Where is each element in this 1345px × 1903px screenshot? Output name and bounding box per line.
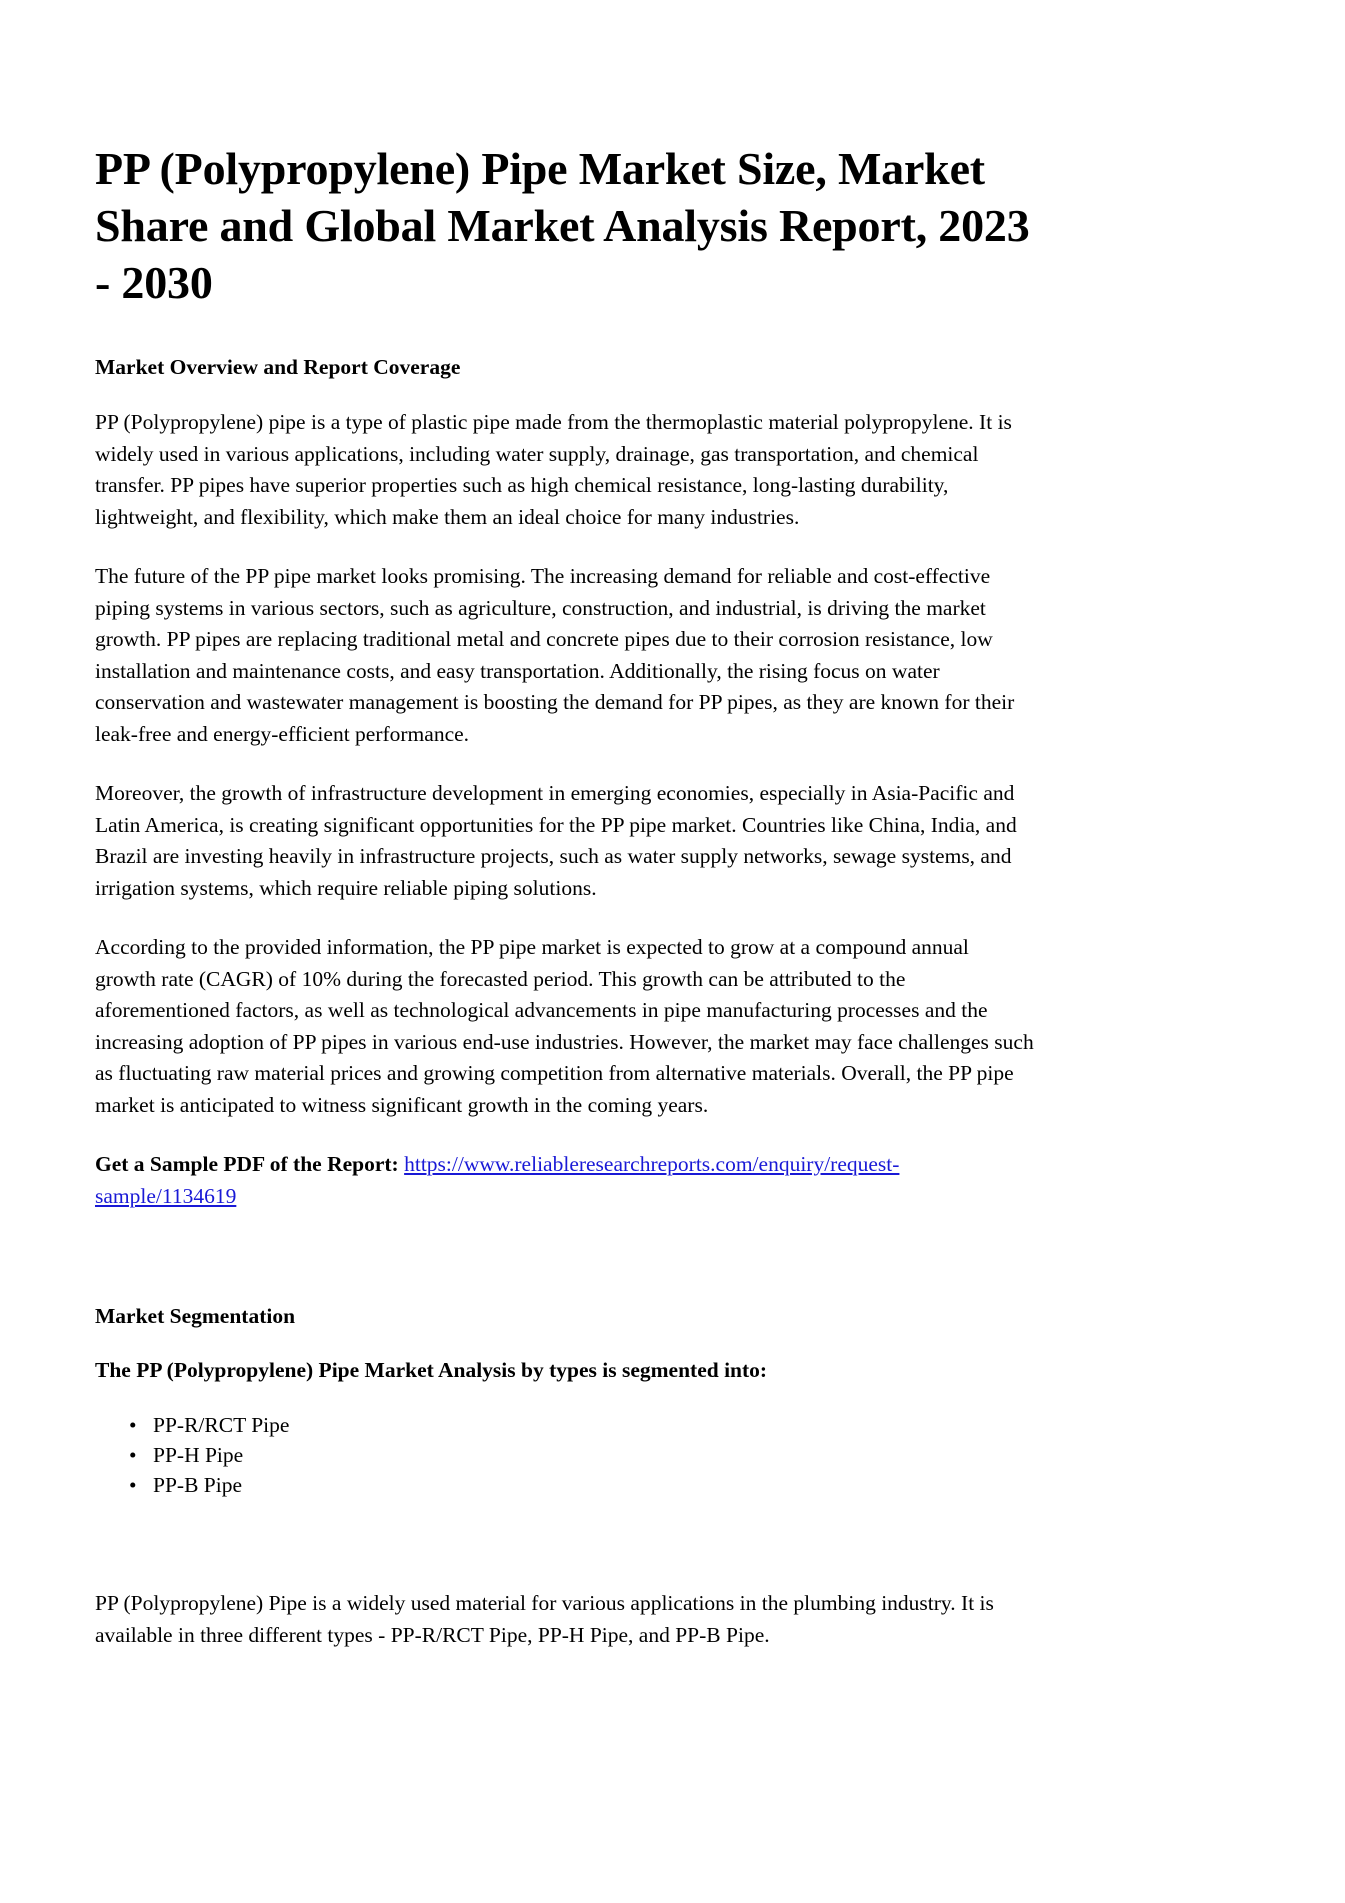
section-heading-types: The PP (Polypropylene) Pipe Market Analysis by types is segmented into: bbox=[95, 1358, 768, 1382]
paragraph-overview-1: PP (Polypropylene) pipe is a type of plastic pipe made from the thermoplastic material polypropylene. It is widely used in various applications, including water supply, drainage, gas transportation, and chemical transfer. PP pipes have superior properties such as high chemical resistance, long-lasting durability, lightweight, and flexibility, which make them an ideal choice for many industries. bbox=[95, 410, 1012, 529]
sample-pdf-label: Get a Sample PDF of the Report: bbox=[95, 1152, 405, 1176]
list-item: • PP-H Pipe bbox=[153, 1440, 1035, 1470]
paragraph-types-summary: PP (Polypropylene) Pipe is a widely used material for various applications in the plumbing industry. It is available in three different types - PP-R/RCT Pipe, PP-H Pipe, and PP-B Pipe. bbox=[95, 1591, 994, 1647]
spacer-before-segmentation bbox=[95, 1240, 1035, 1302]
document-content bbox=[95, 140, 1035, 1651]
sample-pdf-link[interactable]: https://www.reliableresearchreports.com/enquiry/request-sample/1134619 bbox=[95, 1152, 900, 1208]
market-types-list bbox=[95, 1410, 1035, 1500]
paragraph-overview-4: According to the provided information, the PP pipe market is expected to grow at a compound annual growth rate (CAGR) of 10% during the forecasted period. This growth can be attributed to the aforementioned factors, as well as technological advancements in pipe manufacturing processes and the increasing adoption of PP pipes in various end-use industries. However, the market may face challenges such as fluctuating raw material prices and growing competition from alternative materials. Overall, the PP pipe market is anticipated to witness significant growth in the coming years. bbox=[95, 935, 1034, 1117]
spacer-after-list bbox=[95, 1500, 1035, 1562]
list-item: • PP-R/RCT Pipe bbox=[153, 1410, 1035, 1440]
page-title: PP (Polypropylene) Pipe Market Size, Market Share and Global Market Analysis Report, 2023 - 2030 bbox=[95, 143, 1030, 308]
section-heading-market-segmentation: Market Segmentation bbox=[95, 1304, 296, 1328]
list-item: • PP-B Pipe bbox=[153, 1470, 1035, 1500]
paragraph-overview-3: Moreover, the growth of infrastructure development in emerging economies, especially in Asia-Pacific and Latin America, is creating significant opportunities for the PP pipe market. Countries like China, India, and Brazil are investing heavily in infrastructure projects, such as water supply networks, sewage systems, and irrigation systems, which require reliable piping solutions. bbox=[95, 781, 1017, 900]
paragraph-overview-2: The future of the PP pipe market looks promising. The increasing demand for reliable and cost-effective piping systems in various sectors, such as agriculture, construction, and industrial, is driving the market growth. PP pipes are replacing traditional metal and concrete pipes due to their corrosion resistance, low installation and maintenance costs, and easy transportation. Additionally, the rising focus on water conservation and wastewater management is boosting the demand for PP pipes, as they are known for their leak-free and energy-efficient performance. bbox=[95, 564, 1015, 746]
sample-pdf-line bbox=[95, 1149, 1035, 1212]
spacer-after-list-2 bbox=[95, 1562, 1035, 1588]
section-heading-market-overview: Market Overview and Report Coverage bbox=[95, 355, 461, 379]
